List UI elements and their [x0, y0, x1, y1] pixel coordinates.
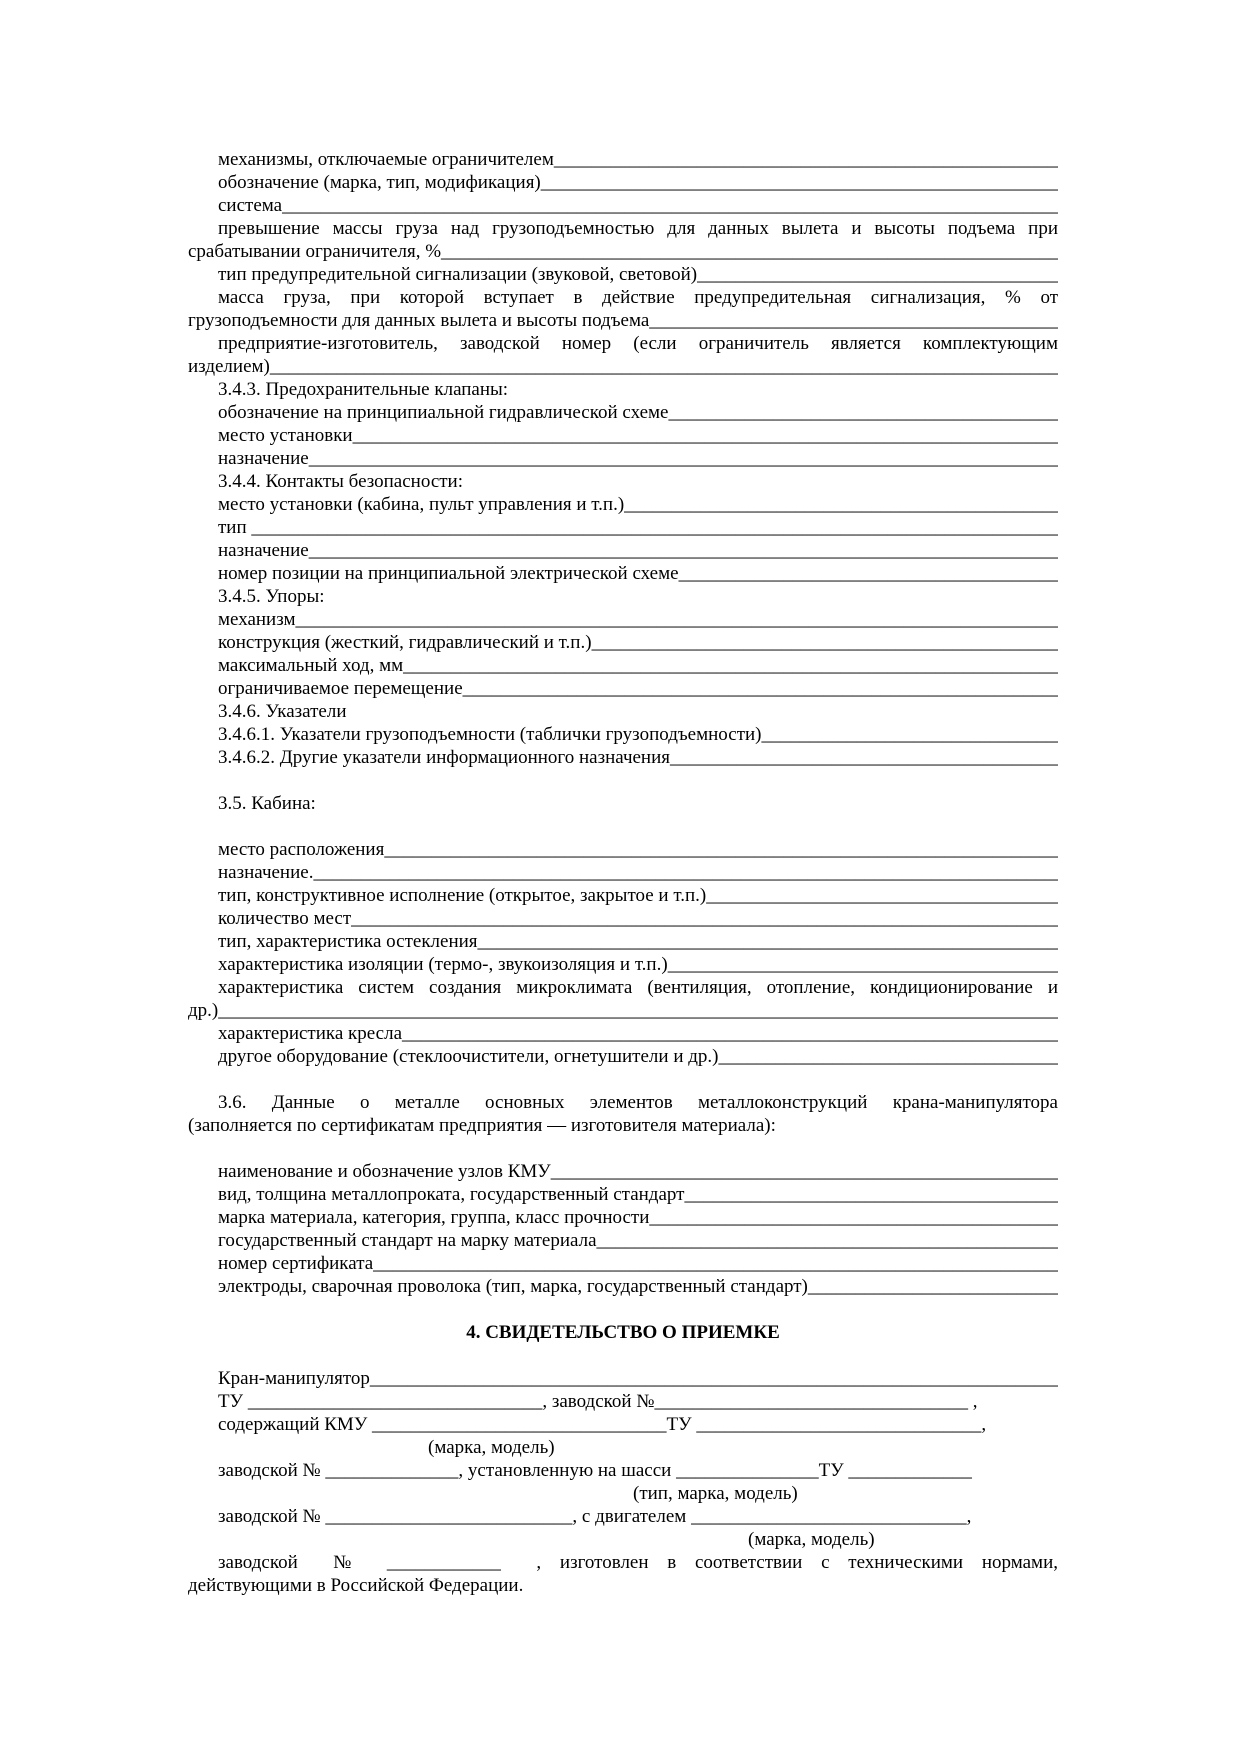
line-345-limited-move: ограничиваемое перемещение _____ — [188, 677, 1058, 700]
spacer — [188, 769, 1058, 792]
line-system: система _____ — [188, 194, 1058, 217]
line-35-microclimate-second: др.) _____ — [188, 999, 1058, 1022]
line-3462: 3.4.6.2. Другие указатели информационного назначения _____ — [188, 746, 1058, 769]
spacer — [188, 1344, 1058, 1367]
line-345-mechanism: механизм _____ — [188, 608, 1058, 631]
spacer — [188, 1068, 1058, 1091]
spacer — [188, 1298, 1058, 1321]
line-final-first: заводской № ____________ , изготовлен в соответствии с техническими нормами, — [218, 1552, 1058, 1573]
para-36-second: (заполняется по сертификатам предприятия — изготовителя материала): — [188, 1115, 776, 1136]
line-344-location: место установки (кабина, пульт управления и т.п.) _____ — [188, 493, 1058, 516]
line-343-scheme: обозначение на принципиальной гидравлической схеме _____ — [188, 401, 1058, 424]
line-35-seats: количество мест _____ — [188, 907, 1058, 930]
line-35-seat: характеристика кресла _____ — [188, 1022, 1058, 1045]
line-36-grade: марка материала, категория, группа, класс прочности _____ — [188, 1206, 1058, 1229]
caption-kmu-model: (марка, модель) — [428, 1437, 555, 1458]
line-engine: заводской № __________________________, с двигателем _____________________________, — [218, 1506, 972, 1527]
para-signal-mass-second: грузоподъемности для данных вылета и высоты подъема _____ — [188, 309, 1058, 332]
line-344-purpose: назначение _____ — [188, 539, 1058, 562]
line-35-glazing: тип, характеристика остекления _____ — [188, 930, 1058, 953]
line-35-type: тип, конструктивное исполнение (открытое, закрытое и т.п.) _____ — [188, 884, 1058, 907]
line-limiter-mechanisms: механизмы, отключаемые ограничителем _____ — [188, 148, 1058, 171]
para-overload-first: превышение массы груза над грузоподъемностью для данных вылета и высоты подъема при — [218, 218, 1058, 239]
line-crane: Кран-манипулятор _____ — [188, 1367, 1058, 1390]
caption-chassis: (тип, марка, модель) — [633, 1483, 798, 1504]
line-designation: обозначение (марка, тип, модификация) _____ — [188, 171, 1058, 194]
section-35-title: 3.5. Кабина: — [218, 793, 316, 814]
line-36-rolled: вид, толщина металлопроката, государственный стандарт _____ — [188, 1183, 1058, 1206]
line-3461: 3.4.6.1. Указатели грузоподъемности (таблички грузоподъемности) _____ — [188, 723, 1058, 746]
spacer — [188, 815, 1058, 838]
para-maker-first: предприятие-изготовитель, заводской номер (если ограничитель является комплектующим — [218, 333, 1058, 354]
line-35-insulation: характеристика изоляции (термо-, звукоизоляция и т.п.) _____ — [188, 953, 1058, 976]
line-344-position: номер позиции на принципиальной электрической схеме _____ — [188, 562, 1058, 585]
line-tu-serial: ТУ _______________________________, заводской №_________________________________ , — [218, 1391, 978, 1412]
line-final-second: действующими в Российской Федерации. — [188, 1575, 524, 1596]
para-overload-second: срабатывании ограничителя, % _____ — [188, 240, 1058, 263]
para-36-first: 3.6. Данные о металле основных элементов металлоконструкций крана-манипулятора — [218, 1092, 1058, 1113]
section-346-title: 3.4.6. Указатели — [218, 701, 347, 722]
section-4-heading: 4. СВИДЕТЕЛЬСТВО О ПРИЕМКЕ — [466, 1322, 780, 1343]
line-36-nodes: наименование и обозначение узлов КМУ _____ — [188, 1160, 1058, 1183]
section-344-title: 3.4.4. Контакты безопасности: — [218, 471, 463, 492]
line-343-location: место установки _____ — [188, 424, 1058, 447]
line-36-electrodes: электроды, сварочная проволока (тип, марка, государственный стандарт) _____ — [188, 1275, 1058, 1298]
line-35-location: место расположения _____ — [188, 838, 1058, 861]
line-signal-type: тип предупредительной сигнализации (звуковой, световой) _____ — [188, 263, 1058, 286]
line-36-standard: государственный стандарт на марку материала _____ — [188, 1229, 1058, 1252]
line-chassis: заводской № ______________, установленную на шасси _______________ТУ _____________ — [218, 1460, 972, 1481]
line-35-microclimate-first: характеристика систем создания микроклимата (вентиляция, отопление, кондиционирование и — [218, 977, 1058, 998]
line-35-purpose: назначение. _____ — [188, 861, 1058, 884]
line-36-certificate: номер сертификата _____ — [188, 1252, 1058, 1275]
section-345-title: 3.4.5. Упоры: — [218, 586, 325, 607]
line-343-purpose: назначение _____ — [188, 447, 1058, 470]
line-344-type: тип _____ — [188, 516, 1058, 539]
para-maker-second: изделием) _____ — [188, 355, 1058, 378]
line-345-construction: конструкция (жесткий, гидравлический и т.п.) _____ — [188, 631, 1058, 654]
line-kmu: содержащий КМУ _______________________________ТУ ______________________________, — [218, 1414, 987, 1435]
document-body — [188, 148, 1058, 1597]
line-35-other: другое оборудование (стеклоочистители, огнетушители и др.) _____ — [188, 1045, 1058, 1068]
caption-engine: (марка, модель) — [748, 1529, 875, 1550]
section-343-title: 3.4.3. Предохранительные клапаны: — [218, 379, 509, 400]
spacer — [188, 1137, 1058, 1160]
para-signal-mass-first: масса груза, при которой вступает в действие предупредительная сигнализация, % от — [218, 287, 1058, 308]
line-345-max-travel: максимальный ход, мм _____ — [188, 654, 1058, 677]
